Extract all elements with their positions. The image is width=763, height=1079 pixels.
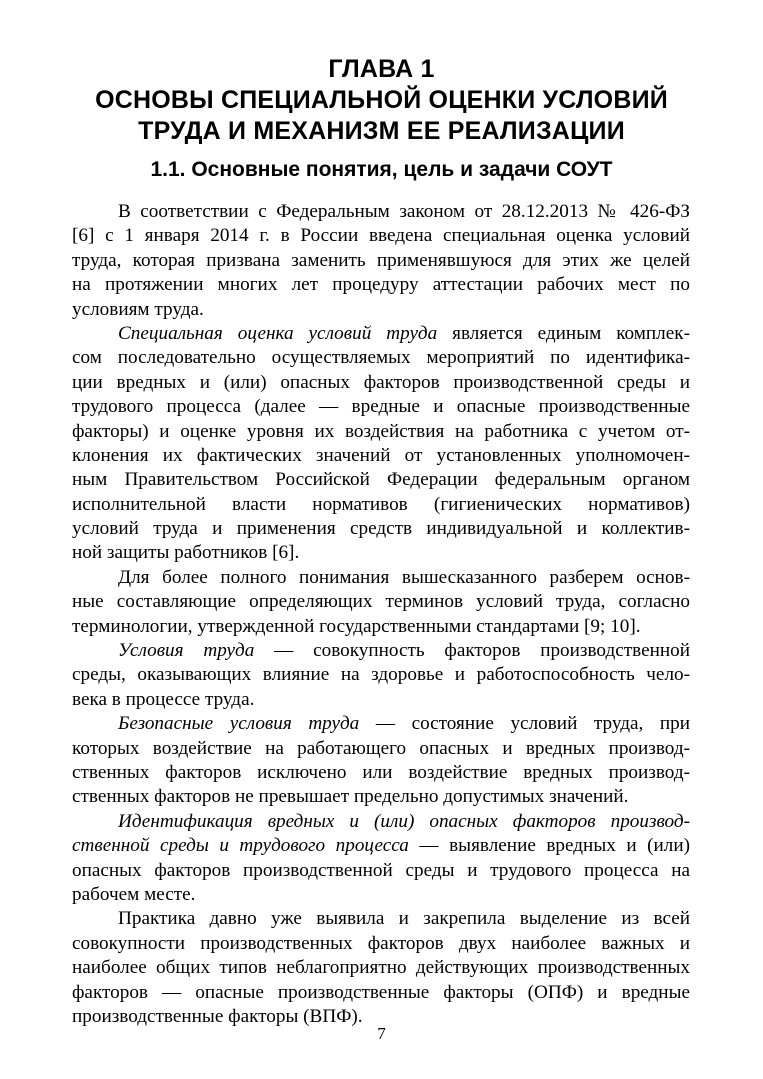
text-line [72,834,690,858]
definition-text: — выявление вредных и (или) [408,835,690,857]
definition-text: является единым комплек- [437,322,690,344]
text-line: Практика давно уже выявила и закрепила выделение из всей [118,908,690,930]
text-line [72,712,690,736]
text-line: терминологии, утвержденной государственными стандартами [9; 10]. [72,615,641,637]
text-line: факторов — опасные производственные факторы (ОПФ) и вредные [72,981,690,1003]
chapter-label: ГЛАВА 1 [328,55,435,83]
body-text [72,200,690,1029]
text-line: века в процессе труда. [72,688,255,710]
text-line: ственных факторов не превышает предельно допустимых значений. [72,786,629,808]
text-line: совокупности производственных факторов двух наиболее важных и [72,932,690,954]
text-line [72,322,690,346]
chapter-title-line-2: ТРУДА И МЕХАНИЗМ ЕЕ РЕАЛИЗАЦИИ [138,117,625,145]
paragraph-1 [72,200,690,322]
text-line: ной защиты работников [6]. [72,542,300,564]
section-heading: 1.1. Основные понятия, цель и задачи СОУТ [150,158,613,181]
text-line: рабочем месте. [72,883,196,905]
paragraph-4 [72,639,690,712]
definition-text: — совокупность факторов производственной [254,640,690,662]
chapter-title-line-1: ОСНОВЫ СПЕЦИАЛЬНОЙ ОЦЕНКИ УСЛОВИЙ [95,86,668,114]
text-line: на протяжении многих лет процедуру аттестации рабочих мест по [72,274,690,296]
paragraph-5 [72,712,690,810]
text-line: ные составляющие определяющих терминов условий труда, согласно [72,591,690,613]
text-line: производственные факторы (ВПФ). [72,1005,363,1027]
text-line: среды, оказывающих влияние на здоровье и работоспособность чело- [72,664,690,686]
text-line: наиболее общих типов неблагоприятно действующих производственных [72,957,690,979]
page-number: 7 [377,1024,386,1043]
definition-text: — состояние условий труда, при [359,713,690,735]
text-line: труда, которая призвана заменить применявшуюся для этих же целей [72,249,690,271]
term-special-assessment: Специальная оценка условий труда [118,322,438,344]
paragraph-2 [72,322,690,566]
text-line: факторы) и оценке уровня их воздействия на работника с учетом от- [72,420,690,442]
text-line: трудового процесса (далее — вредные и опасные производственные [72,396,690,418]
term-identification: Идентификация вредных и (или) опасных факторов производ- [118,810,690,832]
text-line: Для более полного понимания вышесказанного разберем основ- [118,566,690,588]
term-working-conditions: Условия труда [118,640,255,662]
text-line: которых воздействие на работающего опасных и вредных производ- [72,737,690,759]
text-line: сом последовательно осуществляемых мероприятий по идентифика- [72,347,690,369]
text-line: опасных факторов производственной среды и трудового процесса на [72,859,690,881]
paragraph-3 [72,566,690,639]
text-line: ным Правительством Российской Федерации федеральным органом [72,469,690,491]
text-line: В соответствии с Федеральным законом от 28.12.2013 № 426-ФЗ [118,201,690,222]
text-line: условиям труда. [72,298,204,320]
paragraph-7 [72,907,690,1029]
text-line [72,639,690,663]
chapter-heading [40,54,723,147]
text-line: ции вредных и (или) опасных факторов производственной среды и [72,371,690,393]
text-line: ственных факторов исключено или воздействие вредных производ- [72,761,690,783]
text-line: условий труда и применения средств индивидуальной и коллектив- [72,518,690,540]
text-line: клонения их фактических значений от установленных уполномочен- [72,444,690,466]
text-line: [6] с 1 января 2014 г. в России введена специальная оценка условий [72,225,690,247]
paragraph-6 [72,810,690,908]
term-safe-conditions: Безопасные условия труда [118,713,360,735]
text-line: исполнительной власти нормативов (гигиенических нормативов) [72,493,690,515]
term-identification-continued: ственной среды и трудового процесса [72,835,409,857]
